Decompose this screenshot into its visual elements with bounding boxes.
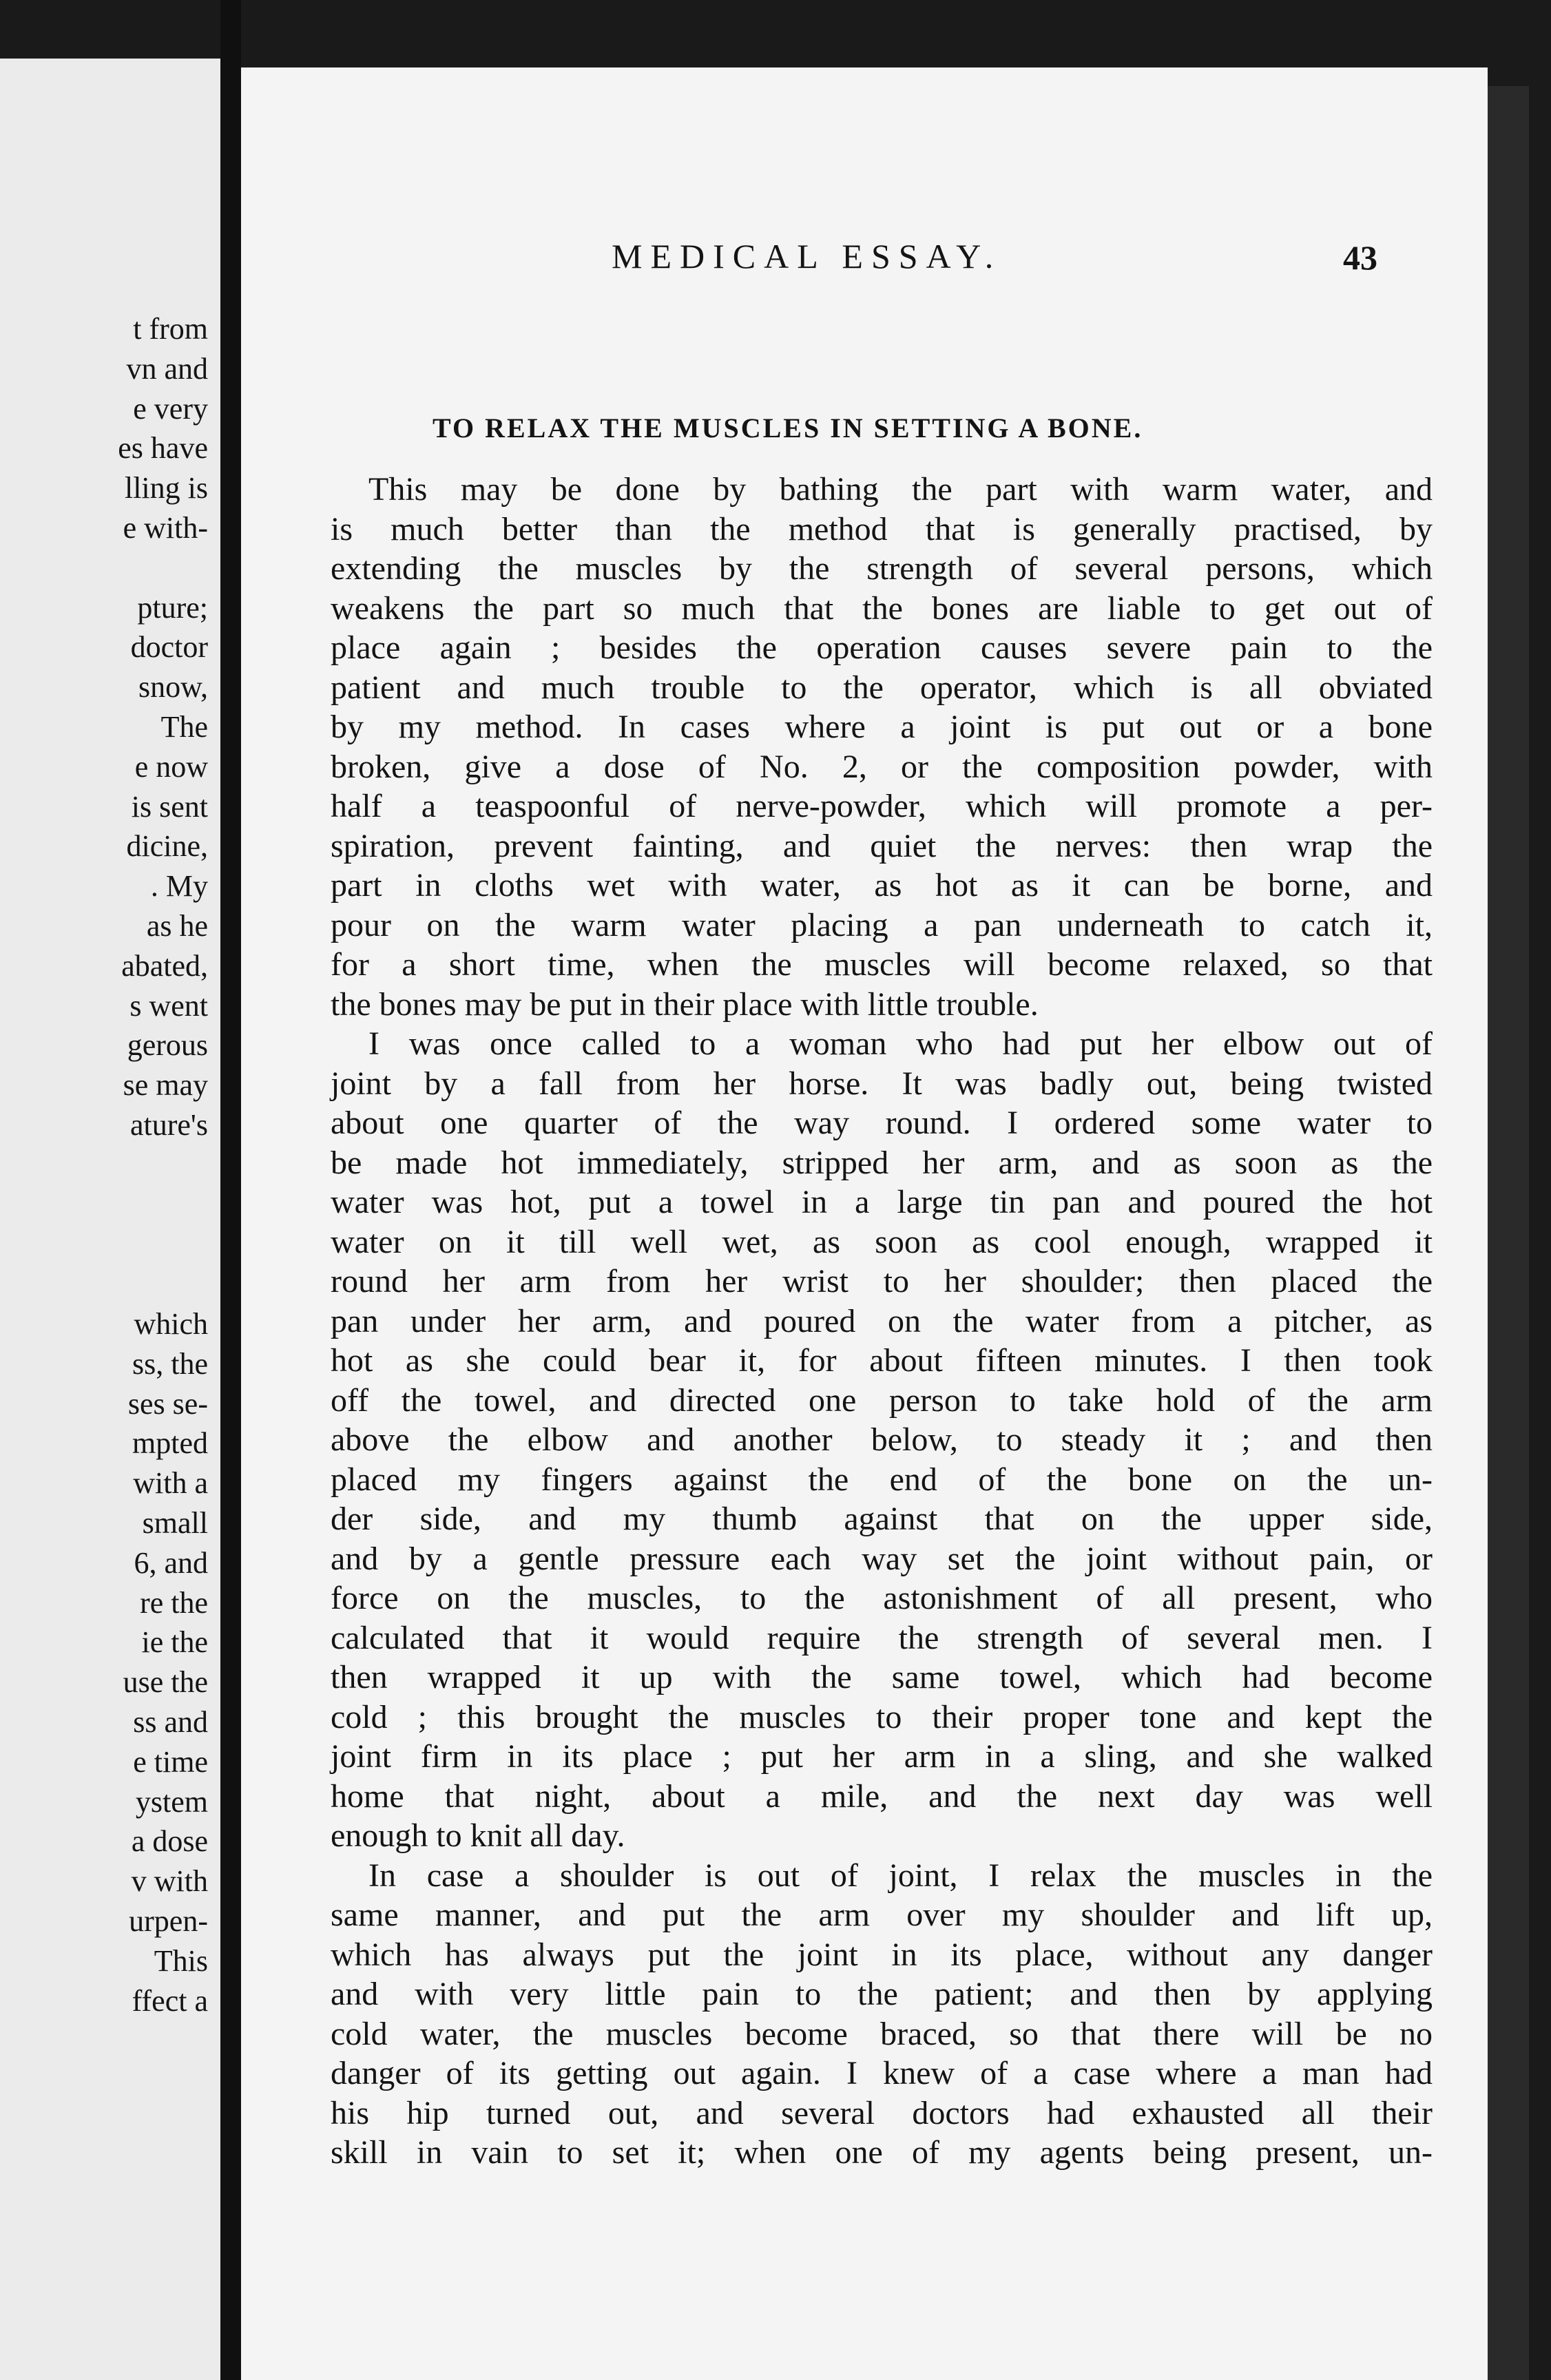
previous-page-line: abated, <box>121 948 208 983</box>
previous-page-line: This <box>154 1943 208 1978</box>
previous-page-line: ature's <box>130 1108 208 1142</box>
text-line: round her arm from her wrist to her shoulder; then placed the <box>331 1263 1433 1299</box>
text-line: extending the muscles by the strength of several persons, which <box>331 550 1433 587</box>
text-line: water on it till well wet, as soon as cool enough, wrapped it <box>331 1223 1433 1260</box>
previous-page-line: lling is <box>124 471 208 505</box>
previous-page-line: v with <box>131 1864 208 1899</box>
text-line: off the towel, and directed one person to take hold of the arm <box>331 1381 1433 1419</box>
text-line: which has always put the joint in its place, without any danger <box>331 1936 1433 1973</box>
text-line: placed my fingers against the end of the bone on the un- <box>331 1461 1433 1498</box>
text-line: broken, give a dose of No. 2, or the composition powder, with <box>331 748 1433 785</box>
text-line: the bones may be put in their place with little trouble. <box>331 985 1039 1023</box>
text-line: I was once called to a woman who had put her elbow out of <box>368 1025 1433 1062</box>
text-line: danger of its getting out again. I knew of a case where a man had <box>331 2055 1433 2091</box>
text-line: and by a gentle pressure each way set the joint without pain, or <box>331 1540 1433 1577</box>
previous-page-line: ses se- <box>127 1386 208 1421</box>
text-line: pour on the warm water placing a pan underneath to catch it, <box>331 906 1433 943</box>
previous-page-line: e time <box>133 1744 208 1779</box>
previous-page-line: es have <box>118 431 208 466</box>
text-line: patient and much trouble to the operator, which is all obviated <box>331 669 1433 706</box>
text-line: above the elbow and another below, to steady it ; and then <box>331 1421 1433 1458</box>
text-line: part in cloths wet with water, as hot as it can be borne, and <box>331 867 1433 904</box>
text-line: cold water, the muscles become braced, so that there will be no <box>331 2015 1433 2052</box>
previous-page-line: 6, and <box>134 1545 208 1580</box>
text-line: water was hot, put a towel in a large tin pan and poured the hot <box>331 1184 1433 1220</box>
previous-page-line: with a <box>133 1466 208 1501</box>
page-43 <box>241 67 1488 2380</box>
text-line: be made hot immediately, stripped her arm, and as soon as the <box>331 1144 1433 1181</box>
text-line: calculated that it would require the strength of several men. I <box>331 1619 1433 1656</box>
text-line: and with very little pain to the patient; and then by applying <box>331 1976 1433 2012</box>
text-line: his hip turned out, and several doctors had exhausted all their <box>331 2094 1433 2131</box>
previous-page-line: e with- <box>123 511 208 545</box>
previous-page-line: s went <box>129 988 208 1023</box>
text-line: for a short time, when the muscles will become relaxed, so that <box>331 946 1433 983</box>
page-header <box>241 236 1488 284</box>
previous-page-line: urpen- <box>129 1904 208 1938</box>
previous-page-line: e very <box>133 391 208 426</box>
section-heading: TO RELAX THE MUSCLES IN SETTING A BONE. <box>433 413 1143 443</box>
text-line: pan under her arm, and poured on the water from a pitcher, as <box>331 1302 1433 1339</box>
text-line: hot as she could bear it, for about fifteen minutes. I then took <box>331 1342 1433 1379</box>
previous-page-line: small <box>142 1506 208 1540</box>
previous-page-line: snow, <box>138 670 208 704</box>
previous-page-line: is sent <box>131 789 208 824</box>
previous-page-line: ss, the <box>132 1346 208 1381</box>
previous-page-line: se may <box>123 1068 208 1103</box>
previous-page-line: dicine, <box>126 829 208 864</box>
previous-page-line: ss and <box>133 1705 208 1739</box>
previous-page-line: ffect a <box>132 1983 208 2018</box>
text-line: joint firm in its place ; put her arm in a sling, and she walked <box>331 1738 1433 1775</box>
text-line: place again ; besides the operation causes severe pain to the <box>331 629 1433 666</box>
previous-page-line: re the <box>140 1585 208 1620</box>
text-line: spiration, prevent fainting, and quiet the nerves: then wrap the <box>331 827 1433 864</box>
previous-page-line: which <box>134 1307 208 1341</box>
text-line: force on the muscles, to the astonishment of all present, who <box>331 1580 1433 1616</box>
previous-page-line: use the <box>123 1665 208 1700</box>
text-line: about one quarter of the way round. I ordered some water to <box>331 1105 1433 1141</box>
text-line: skill in vain to set it; when one of my agents being present, un- <box>331 2134 1433 2171</box>
page-edge-shadow <box>1488 86 1529 2380</box>
text-line: weakens the part so much that the bones are liable to get out of <box>331 589 1433 627</box>
text-line: half a teaspoonful of nerve-powder, which will promote a per- <box>331 788 1433 824</box>
page-number: 43 <box>1343 238 1377 277</box>
previous-page-line: ystem <box>135 1784 208 1819</box>
previous-page-line: a dose <box>131 1824 208 1859</box>
previous-page-line: t from <box>133 312 208 346</box>
previous-page-line: doctor <box>130 630 208 665</box>
previous-page-line: as he <box>146 909 208 943</box>
book-gutter <box>220 0 241 2380</box>
previous-page-line: vn and <box>126 351 208 386</box>
text-line: same manner, and put the arm over my shoulder and lift up, <box>331 1897 1433 1933</box>
previous-page-line: e now <box>134 749 208 784</box>
text-line: is much better than the method that is generally practised, by <box>331 510 1433 547</box>
text-line: joint by a fall from her horse. It was badly out, being twisted <box>331 1065 1433 1102</box>
previous-page-line: The <box>160 710 208 744</box>
running-head: MEDICAL ESSAY. <box>612 237 1002 275</box>
text-line: der side, and my thumb against that on the upper side, <box>331 1501 1433 1537</box>
previous-page-line: mpted <box>132 1426 208 1461</box>
previous-page-line: . My <box>150 869 208 904</box>
previous-page-line: pture; <box>137 590 208 625</box>
text-line: enough to knit all day. <box>331 1817 625 1854</box>
text-line: In case a shoulder is out of joint, I relax the muscles in the <box>368 1857 1433 1894</box>
previous-page-line: ie the <box>141 1625 208 1660</box>
text-line: This may be done by bathing the part with warm water, and <box>368 471 1433 508</box>
previous-page-line: gerous <box>127 1028 208 1063</box>
text-line: cold ; this brought the muscles to their proper tone and kept the <box>331 1698 1433 1735</box>
text-line: home that night, about a mile, and the next day was well <box>331 1777 1433 1815</box>
text-line: by my method. In cases where a joint is put out or a bone <box>331 709 1433 745</box>
previous-page <box>0 59 220 2380</box>
text-line: then wrapped it up with the same towel, which had become <box>331 1659 1433 1695</box>
